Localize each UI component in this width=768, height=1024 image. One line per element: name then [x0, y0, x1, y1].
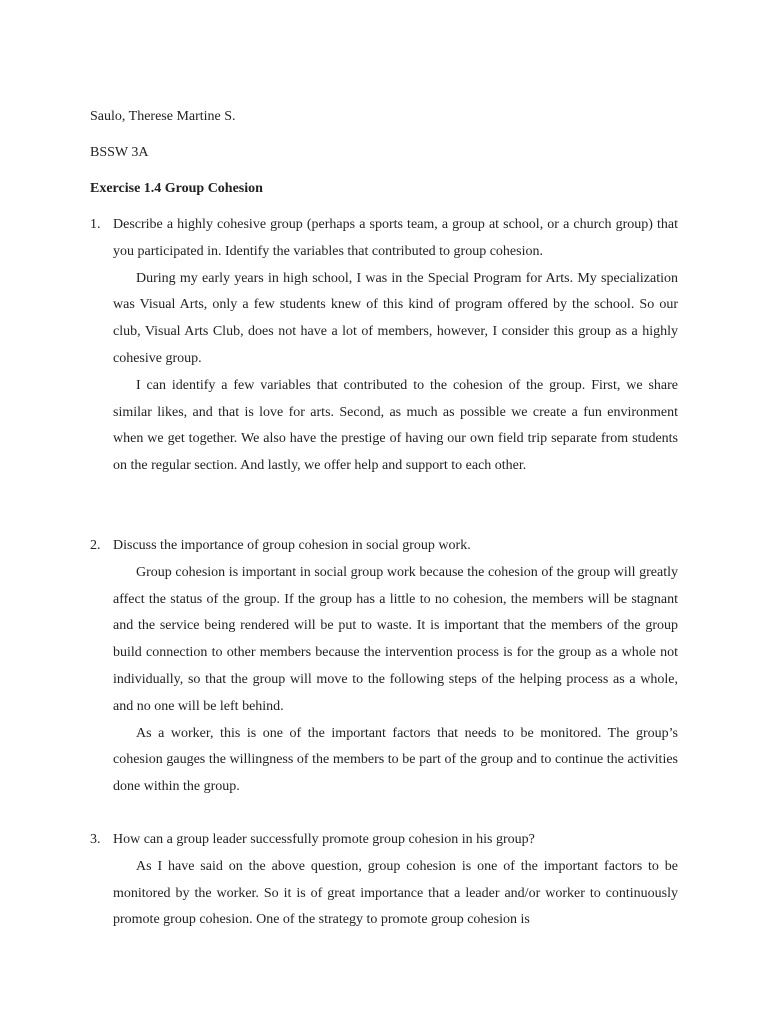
answer-paragraph: Group cohesion is important in social group work because the cohesion of the group will greatly affect the status of the group. If the group has a little to no cohesion, the members will be stagnant and the service being rendered will be put to waste. It is important that the members of the group build connection to other members because the intervention process is for the group as a whole not individually, so that the group will move to the following steps of the helping process as a whole, and no one will be left behind.	[113, 564, 678, 714]
student-name: Saulo, Therese Martine S.	[90, 109, 236, 124]
question-item-3	[90, 827, 678, 934]
question-number: 2.	[90, 538, 101, 553]
question-text: Discuss the importance of group cohesion in social group work.	[113, 538, 471, 553]
student-section: BSSW 3A	[90, 145, 149, 160]
answer-paragraph: During my early years in high school, I was in the Special Program for Arts. My specialization was Visual Arts, only a few students knew of this kind of program offered by the school. So our club, Visual Arts Club, does not have a lot of members, however, I consider this group as a highly cohesive group.	[113, 270, 678, 366]
answer-paragraph: As a worker, this is one of the important factors that needs to be monitored. The group’s cohesion gauges the willingness of the members to be part of the group and to continue the activities done within the group.	[113, 725, 678, 795]
answer-paragraph: I can identify a few variables that contributed to the cohesion of the group. First, we share similar likes, and that is love for arts. Second, as much as possible we create a fun environment when we get together. We also have the prestige of having our own field trip separate from students on the regular section. And lastly, we offer help and support to each other.	[113, 377, 678, 474]
question-number: 1.	[90, 217, 101, 232]
question-body	[113, 212, 678, 480]
question-body	[113, 827, 678, 934]
question-text: How can a group leader successfully promote group cohesion in his group?	[113, 832, 535, 847]
question-number: 3.	[90, 832, 101, 847]
question-item-2	[90, 533, 678, 801]
question-item-1	[90, 212, 678, 480]
question-body	[113, 533, 678, 801]
answer-paragraph: As I have said on the above question, group cohesion is one of the important factors to be monitored by the worker. So it is of great importance that a leader and/or worker to continuously promote group cohesion. One of the strategy to promote group cohesion is	[113, 858, 678, 928]
exercise-title: Exercise 1.4 Group Cohesion	[90, 181, 263, 196]
question-text: Describe a highly cohesive group (perhaps a sports team, a group at school, or a church group) that you participated in. Identify the variables that contributed to group cohesion.	[113, 217, 678, 259]
